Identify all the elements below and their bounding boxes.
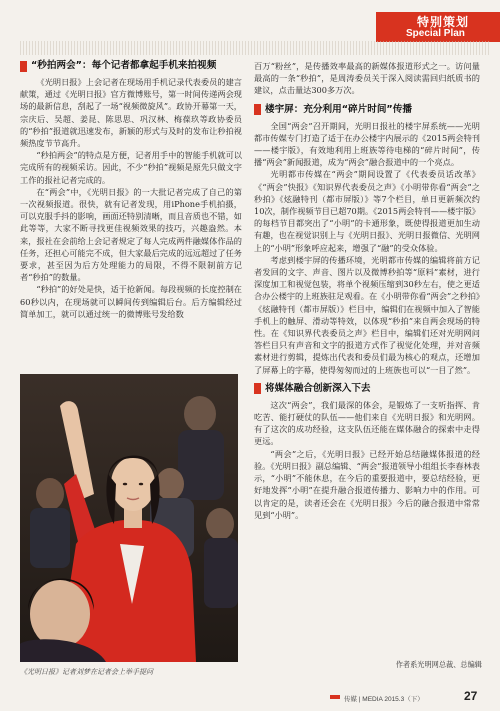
left-column: [20, 57, 242, 320]
heading-media-fusion: [254, 382, 480, 396]
page-footer: [330, 690, 490, 704]
photo-illustration: [20, 374, 238, 662]
paragraph: 这次“两会”，我们最深的体会，是锻炼了一支听指挥、肯吃苦、能打硬仗的队伍——他们来自《光明日报》和光明网。有了这次的成功经验，这支队伍还能在媒体融合的探索中走得更远。: [254, 399, 480, 447]
paragraph: “两会”之后，《光明日报》已经开始总结融媒体报道的经验。《光明日报》副总编辑、“两会”报道领导小组组长李春林表示，“小明”不能休息，在今后的重要报道中，要总结经验，更好地发挥“小明”在提升融合报道传播力、影响力中的作用。可以肯定的是，读者还会在《光明日报》今后的融合报道中常常见到“小明”。: [254, 448, 480, 520]
right-column: [254, 60, 480, 521]
paragraph: 百万“粉丝”，是传播效率最高的新媒体报道形式之一。访问量最高的一条“秒拍”，是周涛委员关于深入阅读需回归纸质书的建议，点击量达300多万次。: [254, 61, 480, 96]
heading-marker: [254, 104, 261, 115]
page-number: 27: [464, 689, 478, 703]
magazine-issue: 传媒 | MEDIA 2015.3（下）: [344, 696, 424, 703]
paragraph: 光明都市传媒在“两会”期间设置了《代表委员话改革》《“两会”快报》《知识界代表委员之声》《小明带你看“两会”之秒拍》《炫融特刊（都市屏版）》等7个栏目，单日更新频次约10次，制作视频节目已超70期。《2015两会特刊——楼宇版》的每档节目都突出了“小明”的卡通形象，既使得报道更加生动有趣，也在视觉识别上与《光明日报》、光明日报微信、光明网上的“小明”形象呼应起来，增强了“融”的受众体验。: [254, 169, 480, 253]
heading-media-fusion-text: 将媒体融合创新深入下去: [265, 382, 371, 394]
paragraph: 《光明日报》上会记者在现场用手机记录代表委员的建言献策，通过《光明日报》官方微博账号，第一时间传递两会现场的最新信息，刮起了一场“视频微旋风”。政协开幕第一天，宗庆后、吴超、姜昆、陈思思、巩汉林、梅葆玖等政协委员的“秒拍”报道就迅速发布，新颖的形式与及时的发布让秒拍视频热度节节高升。: [20, 77, 242, 149]
paragraph: 在“两会”中，《光明日报》的一大批记者完成了自己的第一次视频报道。很快，就有记者发现，用iPhone手机拍摄，可以克服手抖的影响，画面还特别清晰，而且音质也不错，如此等等，大家不断寻找更佳视频效果的技巧，兴趣盎然。本来，报社在会前给上会记者规定了每人完成两件融媒体作品的任务，还担心可能完不成，但大家最后完成的远远超过了任务要求，甚至因为后方处理能力的局限，不得不限制前方记者“秒拍”的数量。: [20, 186, 242, 283]
footer-accent-bar: [330, 695, 340, 699]
heading-miaopai: [20, 59, 242, 73]
author-note: 作者系光明网总裁、总编辑: [395, 660, 482, 669]
heading-marker: [20, 61, 27, 72]
section-title-en: Special Plan: [406, 28, 465, 39]
paragraph: 考虑到楼宇屏的传播环境，光明都市传媒的编辑将前方记者发回的文字、声音、图片以及微博秒拍等“原料”素材，进行深度加工和视觉包装，将单个视频压缩到30秒左右，使之更适合办公楼宇的上班族驻足观看。在《小明带你看“两会”之秒拍》《炫融特刊（都市屏版）》栏目中，编辑们在视频中加入了智能手机上的触屏、滑动等特效，以体现“秒拍”来自两会现场的特性。在《知识界代表委员之声》栏目中，编辑们还对光明网问答栏目只有声音和文字的报道方式作了视觉化处理，并对音频素材进行剪辑，提炼出代表和委员们最为核心的观点，还增加了屏幕上的字幕，使得匆匆而过的上班族也可以“一目了然”。: [254, 254, 480, 375]
section-banner: [376, 12, 500, 42]
section-title-cn: 特别策划: [417, 15, 470, 29]
photo-caption: 《光明日报》记者刘梦在记者会上举手提问: [20, 668, 153, 676]
heading-marker: [254, 383, 261, 394]
paragraph: “秒拍”的好处是快，适于抢新闻。每段视频的长度控制在60秒以内，在现场就可以瞬间传到编辑后台。后方编辑经过简单加工，就可以通过统一的微博账号发给数: [20, 284, 242, 319]
heading-miaopai-text: “秒拍两会”：每个记者都拿起手机来拍视频: [31, 60, 217, 71]
heading-building-screen-text: 楼宇屏：充分利用“碎片时间”传播: [265, 103, 412, 115]
decorative-header-pattern: [20, 41, 490, 55]
press-conference-photo: [20, 374, 238, 662]
paragraph: 全国“两会”召开期间，光明日报社的楼宇屏系统——光明都市传媒专门打造了适于在办公楼宇内展示的《2015两会特刊——楼宇版》，有效地利用上班族等待电梯的“碎片时间”，传播“两会”新闻报道，成为“两会”融合报道中的一个亮点。: [254, 120, 480, 168]
heading-building-screen: [254, 103, 480, 117]
paragraph: “秒拍两会”的特点是方便，记者用手中的智能手机就可以完成所有的视频采访。因此，不少“秒拍”视频是原先只做文字工作的报社记者完成的。: [20, 150, 242, 185]
